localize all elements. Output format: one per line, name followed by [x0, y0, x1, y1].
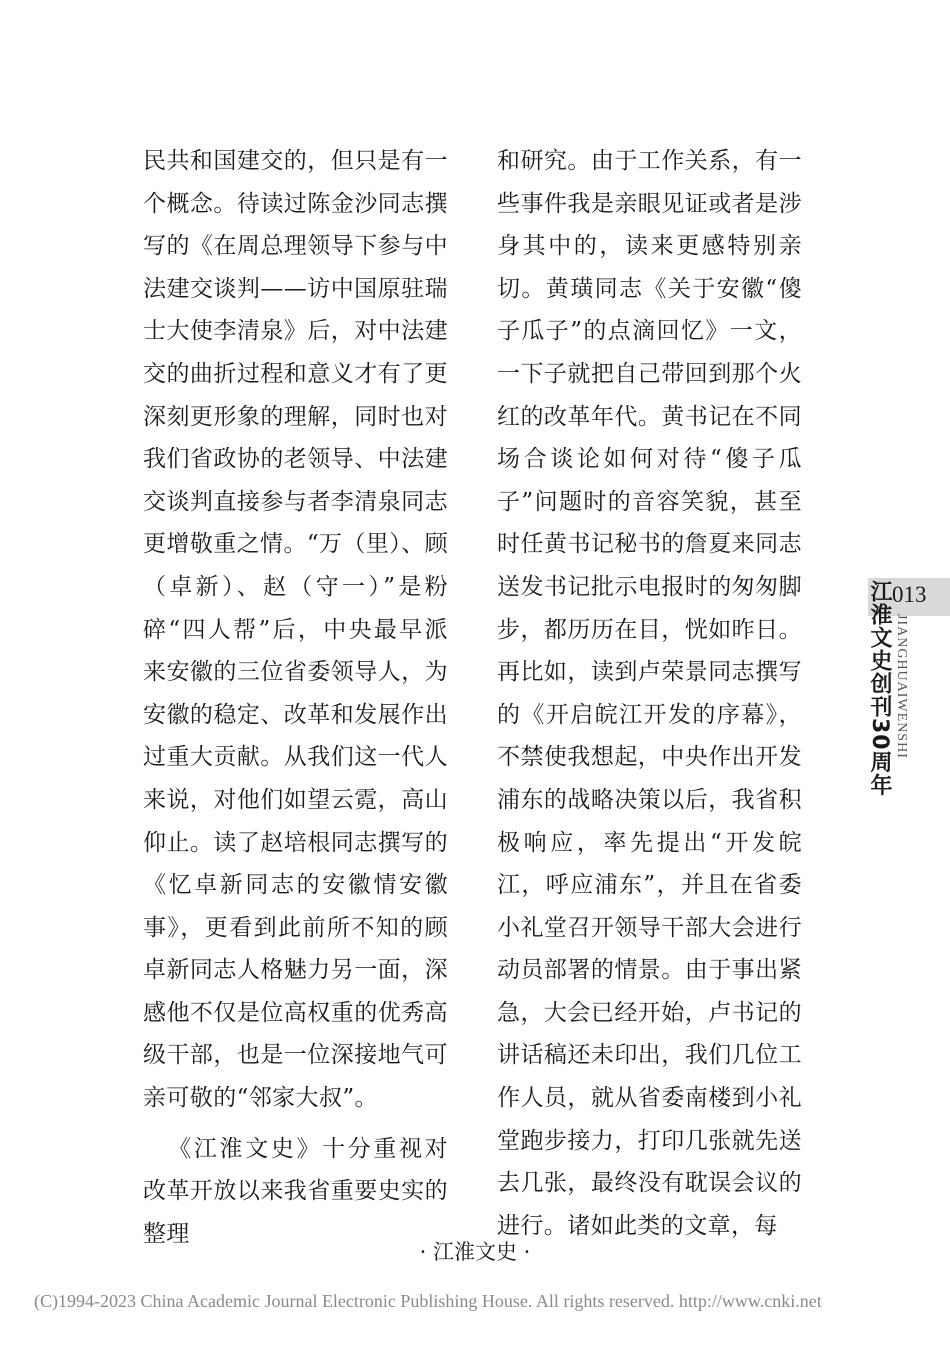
- page-number: 013: [892, 582, 927, 607]
- journal-footer: · 江淮文史 ·: [419, 1240, 531, 1264]
- right-paragraph-1: 和研究。由于工作关系，有一些事件我是亲眼见证或者是涉身其中的，读来更感特别亲切。黄璜同志《关于安徽“傻子瓜子”的点滴回忆》一文，一下子就把自己带回到那个火红的改革年代。黄书记在不同场合谈论如何对待“傻子瓜子”问题时的音容笑貌，甚至时任黄书记秘书的詹夏来同志送发书记批示电报时的匆匆脚步，都历历在目，恍如昨日。再比如，读到卢荣景同志撰写的《开启皖江开发的序幕》，不禁使我想起，中央作出开发浦东的战略决策以后，我省积极响应，率先提出“开发皖江，呼应浦东”，并且在省委小礼堂召开领导干部大会进行动员部署的情景。由于事出紧急，大会已经开始，卢书记的讲话稿还未印出，我们几位工作人员，就从省委南楼到小礼堂跑步接力，打印几张就先送去几张，最终没有耽误会议的进行。诸如此类的文章，每: [497, 148, 802, 1239]
- right-column: [497, 140, 802, 1247]
- side-running-title: 江淮文史创刊30周年: [867, 580, 892, 797]
- left-paragraph-1: 民共和国建交的，但只是有一个概念。待读过陈金沙同志撰写的《在周总理领导下参与中法建交谈判——访中国原驻瑞士大使李清泉》后，对中法建交的曲折过程和意义才有了更深刻更形象的理解，同时也对我们省政协的老领导、中法建交谈判直接参与者李清泉同志更增敬重之情。“万（里）、顾（卓新）、赵（守一）”是粉碎“四人帮”后，中央最早派来安徽的三位省委领导人，为安徽的稳定、改革和发展作出过重大贡献。从我们这一代人来说，对他们如望云霓，高山仰止。读了赵培根同志撰写的《忆卓新同志的安徽情安徽事》，更看到此前所不知的顾卓新同志人格魅力另一面，深感他不仅是位高权重的优秀高级干部，也是一位深接地气可亲可敬的“邻家大叔”。: [143, 148, 448, 1112]
- copyright-line: (C)1994-2023 China Academic Journal Electronic Publishing House. All rights reserved. http://www.cnki.net: [34, 1291, 822, 1311]
- side-pinyin-title: JIANGHUAIWENSHI: [894, 614, 909, 759]
- left-column: [143, 140, 448, 1255]
- left-paragraph-2: 《江淮文史》十分重视对改革开放以来我省重要史实的整理: [143, 1135, 448, 1247]
